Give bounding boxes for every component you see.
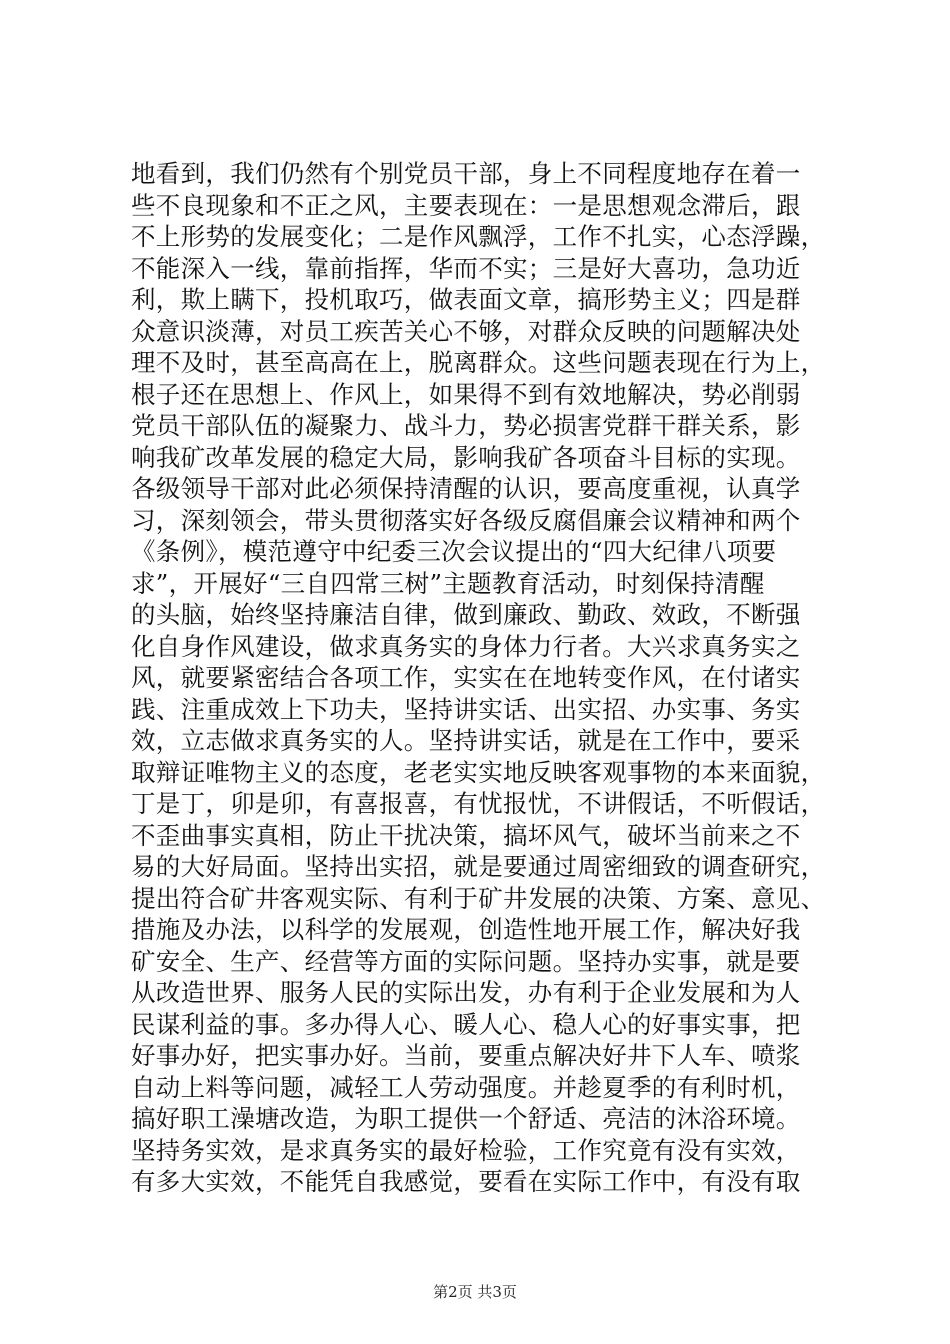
- text-line: 利，欺上瞒下，投机取巧，做表面文章，搞形势主义；四是群: [131, 285, 801, 314]
- text-line: 取辩证唯物主义的态度，老老实实地反映客观事物的本来面貌，: [131, 757, 826, 787]
- text-line: 化自身作风建设，做求真务实的身体力行者。大兴求真务实之: [131, 631, 801, 661]
- text-line: 风，就要紧密结合各项工作，实实在在地转变作风，在付诸实: [131, 663, 801, 692]
- text-line: 矿安全、生产、经营等方面的实际问题。坚持办实事，就是要: [131, 946, 801, 976]
- text-line: 提出符合矿井客观实际、有利于矿井发展的决策、方案、意见、: [131, 883, 826, 913]
- text-line: 丁是丁，卯是卯，有喜报喜，有忧报忧，不讲假话，不听假话，: [131, 789, 826, 818]
- body-text: [131, 158, 831, 1198]
- text-line: 各级领导干部对此必须保持清醒的认识，要高度重视，认真学: [131, 474, 801, 503]
- text-line: 习，深刻领会，带头贯彻落实好各级反腐倡廉会议精神和两个: [131, 505, 801, 535]
- text-line: 自动上料等问题，减轻工人劳动强度。并趁夏季的有利时机，: [131, 1072, 801, 1102]
- text-line: 求”，开展好“三自四常三树”主题教育活动，时刻保持清醒: [131, 568, 765, 598]
- text-line: 践、注重成效上下功夫，坚持讲实话、出实招、办实事、务实: [131, 694, 801, 724]
- text-line: 不能深入一线，靠前指挥，华而不实；三是好大喜功，急功近: [131, 253, 801, 283]
- text-line: 好事办好，把实事办好。当前，要重点解决好井下人车、喷浆: [131, 1041, 801, 1070]
- text-line: 党员干部队伍的凝聚力、战斗力，势必损害党群干群关系，影: [131, 411, 801, 440]
- text-line: 易的大好局面。坚持出实招，就是要通过周密细致的调查研究，: [131, 852, 826, 881]
- text-line: 民谋利益的事。多办得人心、暖人心、稳人心的好事实事，把: [131, 1009, 801, 1039]
- text-line: 些不良现象和不正之风，主要表现在：一是思想观念滞后，跟: [131, 190, 801, 220]
- page-number-footer: 第2页 共3页: [433, 1283, 517, 1301]
- text-line: 搞好职工澡塘改造，为职工提供一个舒适、亮洁的沐浴环境。: [131, 1104, 801, 1133]
- text-line: 地看到，我们仍然有个别党员干部，身上不同程度地存在着一: [131, 159, 801, 188]
- text-line: 效，立志做求真务实的人。坚持讲实话，就是在工作中，要采: [131, 726, 801, 755]
- text-line: 根子还在思想上、作风上，如果得不到有效地解决，势必削弱: [131, 379, 801, 409]
- text-line: 措施及办法，以科学的发展观，创造性地开展工作，解决好我: [131, 915, 801, 944]
- text-line: 从改造世界、服务人民的实际出发，办有利于企业发展和为人: [131, 978, 801, 1007]
- text-line: 不歪曲事实真相，防止干扰决策，搞坏风气，破坏当前来之不: [131, 820, 801, 850]
- text-line: 众意识淡薄，对员工疾苦关心不够，对群众反映的问题解决处: [131, 316, 801, 346]
- text-line: 响我矿改革发展的稳定大局，影响我矿各项奋斗目标的实现。: [131, 442, 801, 472]
- text-line: 不上形势的发展变化；二是作风飘浮，工作不扎实，心态浮躁，: [131, 222, 826, 251]
- text-line: 的头脑，始终坚持廉洁自律，做到廉政、勤政、效政，不断强: [131, 600, 801, 629]
- text-line: 有多大实效，不能凭自我感觉，要看在实际工作中，有没有取: [131, 1167, 801, 1196]
- text-line: 坚持务实效，是求真务实的最好检验，工作究竟有没有实效，: [131, 1135, 801, 1165]
- text-line: 理不及时，甚至高高在上，脱离群众。这些问题表现在行为上，: [131, 348, 826, 377]
- text-line: 《条例》，模范遵守中纪委三次会议提出的“四大纪律八项要: [131, 537, 777, 566]
